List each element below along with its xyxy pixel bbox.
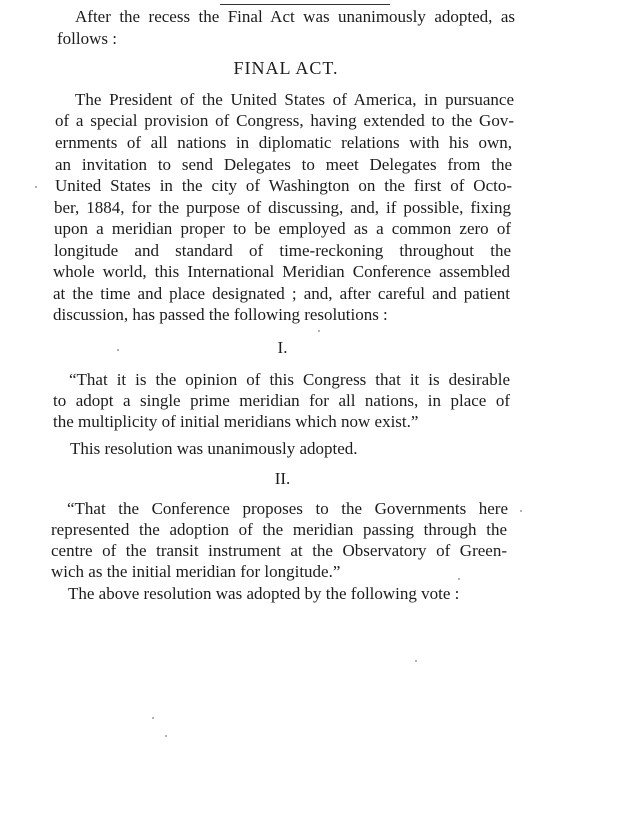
preamble-line-1: The President of the United States of America, in pursuance [75, 90, 514, 109]
resolution-2-outcome: The above resolution was adopted by the following vote : [68, 584, 460, 603]
scan-speck [415, 660, 417, 662]
resolution-2-line-2: represented the adoption of the meridian passing through the [51, 520, 507, 539]
preamble-line-8: longitude and standard of time-reckoning throughout the [54, 241, 511, 260]
scan-speck [35, 186, 37, 188]
resolution-2-line-4: wich as the initial meridian for longitude.” [51, 562, 341, 581]
preamble-line-4: an invitation to send Delegates to meet Delegates from the [55, 155, 512, 174]
scan-speck [117, 349, 119, 351]
resolution-1-numeral: I. [277, 338, 288, 357]
preamble-line-7: upon a meridian proper to be employed as a common zero of [54, 219, 511, 238]
cropped-header-fragment [220, 0, 390, 5]
preamble-line-11: discussion, has passed the following resolutions : [53, 305, 388, 324]
final-act-heading: FINAL ACT. [233, 58, 339, 78]
resolution-2-line-3: centre of the transit instrument at the Observatory of Green- [51, 541, 507, 560]
resolution-1-line-1: “That it is the opinion of this Congress that it is desirable [69, 370, 510, 389]
scan-speck [458, 578, 460, 580]
resolution-2-numeral: II. [274, 469, 291, 488]
preamble-line-2: of a special provision of Congress, having extended to the Gov- [55, 111, 514, 130]
scan-speck [152, 717, 154, 719]
scan-speck [520, 510, 522, 512]
intro-line-2: follows : [57, 29, 117, 48]
intro-line-1: After the recess the Final Act was unanimously adopted, as [75, 7, 515, 26]
resolution-1-line-3: the multiplicity of initial meridians which now exist.” [53, 412, 419, 431]
preamble-line-6: ber, 1884, for the purpose of discussing, and, if possible, fixing [54, 198, 511, 217]
preamble-line-9: whole world, this International Meridian Conference assembled [53, 262, 510, 281]
preamble-line-3: ernments of all nations in diplomatic relations with his own, [55, 133, 512, 152]
resolution-2-line-1: “That the Conference proposes to the Governments here [67, 499, 508, 518]
scan-speck [318, 330, 320, 332]
preamble-line-10: at the time and place designated ; and, after careful and patient [53, 284, 510, 303]
cropped-header-rule [220, 0, 390, 5]
resolution-1-line-2: to adopt a single prime meridian for all nations, in place of [53, 391, 510, 410]
preamble-line-5: United States in the city of Washington on the first of Octo- [55, 176, 512, 195]
scan-speck [165, 735, 167, 737]
resolution-1-outcome: This resolution was unanimously adopted. [70, 439, 358, 458]
